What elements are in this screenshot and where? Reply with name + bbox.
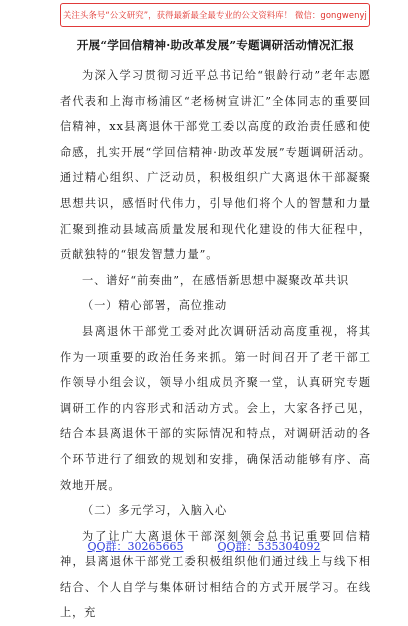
section-heading-1: 一、谱好“前奏曲”，在感悟新思想中凝聚改革共识: [82, 273, 350, 287]
body-paragraph-2: 为了让广大离退休干部深刻领会总书记重要回信精神，县离退休干部党工委积极组织他们通过线上与线下相结合、个人自学与集体研讨相结合的方式开展学习。在线上，充: [60, 529, 371, 620]
promo-banner-text: 关注头条号“公文研究”，获得最新最全最专业的公文资料库！ 微信：gongwenyj: [63, 10, 367, 20]
qq-group-link-2[interactable]: QQ群：535304092: [217, 540, 321, 553]
subsection-heading-1: （一）精心部署，高位推动: [82, 299, 228, 313]
intro-paragraph: 为深入学习贯彻习近平总书记给“银龄行动”老年志愿者代表和上海市杨浦区“老杨树宣讲汇”全体同志的重要回信精神，xx县离退休干部党工委以高度的政治责任感和使命感，扎实开展“学回信精神·助改革发展”专题调研活动。通过精心组织、广泛动员，积极组织广大离退休干部凝聚思想共识，感悟时代伟力，引导他们将个人的智慧和力量汇聚到推动县域高质量发展和现代化建设的伟大征程中，贡献独特的“银发智慧力量”。: [60, 69, 371, 262]
body-paragraph-1: 县离退休干部党工委对此次调研活动高度重视，将其作为一项重要的政治任务来抓。第一时间召开了老干部工作领导小组会议，领导小组成员齐聚一堂，认真研究专题调研工作的内容形式和活动方式。会上，大家各抒己见，结合本县离退休干部的实际情况和特点，对调研活动的各个环节进行了细致的规划和安排，确保活动能够有序、高效地开展。: [60, 324, 371, 492]
qq-group-link-1[interactable]: QQ群：30265665: [87, 540, 184, 553]
subsection-heading-2: （二）多元学习，入脑入心: [82, 504, 228, 518]
document-title: 开展“学回信精神·助改革发展”专题调研活动情况汇报: [76, 38, 355, 52]
footer-qq-groups: [0, 538, 408, 554]
promo-banner[interactable]: [60, 3, 370, 27]
